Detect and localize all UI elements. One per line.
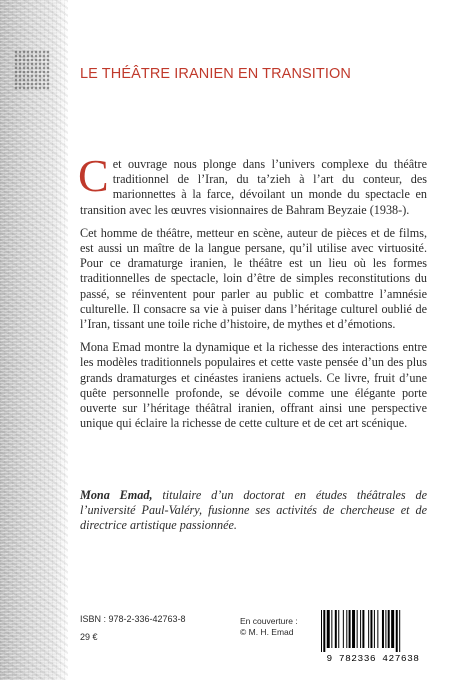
texture-grain	[0, 0, 68, 680]
author-bio-text: titulaire d’un doctorat en études théâtrales de l’université Paul-Valéry, fusionne ses activités de chercheuse et de directrice artistique passionnée.	[80, 488, 427, 533]
barcode-bar	[362, 610, 364, 648]
barcode-bar	[338, 610, 339, 648]
barcode-bar	[370, 610, 372, 648]
author-name: Mona Emad,	[80, 488, 153, 502]
barcode-bar	[349, 610, 351, 648]
summary-paragraph-1	[78, 150, 427, 218]
back-cover-summary	[78, 150, 427, 439]
barcode-bar	[377, 610, 378, 648]
barcode-bar	[323, 610, 325, 652]
barcode-bar	[399, 610, 400, 652]
barcode-bar	[331, 610, 332, 648]
cover-credit	[240, 616, 298, 638]
texture-dot-pattern	[14, 50, 50, 90]
barcode-bar	[343, 610, 344, 648]
barcode-bar	[327, 610, 330, 648]
barcode-bar	[357, 610, 358, 648]
book-title: LE THÉÂTRE IRANIEN EN TRANSITION	[80, 66, 351, 82]
barcode-bar	[388, 610, 390, 648]
barcode-bar	[321, 610, 322, 652]
price: 29 €	[80, 632, 98, 642]
barcode-bar	[374, 610, 375, 648]
barcode	[315, 608, 431, 664]
barcode-bar	[391, 610, 394, 648]
barcode-bar	[346, 610, 347, 648]
cover-credit-author: © M. H. Emad	[240, 627, 294, 637]
author-bio	[80, 488, 427, 534]
cover-credit-label: En couverture :	[240, 616, 298, 626]
cover-texture-band	[0, 0, 68, 680]
barcode-bar	[382, 610, 384, 648]
barcode-bar	[360, 610, 361, 648]
barcode-bar	[368, 610, 369, 648]
summary-paragraph-2: Cet homme de théâtre, metteur en scène, auteur de pièces et de films, est aussi un maître de la langue persane, qu’il utilise avec virtuosité. Pour ce dramaturge iranien, le théâtre est un lieu où les formes traditionnelles de spectacle, loin d’être de simples reconstitutions du passé, se réinventent pour parler au public et combattre l’amnésie culturelle. Il consacre sa vie à puiser dans l’héritage culturel oublié de l’Iran, tissant une toile riche d’histoire, de mythes et d’émotions.	[80, 225, 427, 332]
drop-cap: C	[78, 150, 109, 201]
barcode-number: 9 782336 427638	[326, 653, 420, 664]
barcode-bar	[335, 610, 337, 648]
barcode-bar	[396, 610, 398, 652]
isbn: ISBN : 978-2-336-42763-8	[80, 614, 186, 624]
paragraph-1-text: et ouvrage nous plonge dans l’univers complexe du théâtre traditionnel de l’Iran, du ta’zieh à l’art du conteur, des marionnettes à la farce, dévoilant un monde du spectacle en transition avec les œuvres visionnaires de Bahram Beyzaie (1938-).	[80, 157, 427, 217]
barcode-bar	[385, 610, 386, 648]
summary-paragraph-3: Mona Emad montre la dynamique et la richesse des interactions entre les modèles traditionnels populaires et cette vaste pensée d’un des plus grands dramaturges et cinéastes iraniens actuels. Ce livre, fruit d’une quête personnelle profonde, se dévoile comme une élégante porte ouverte sur l’héritage théâtral iranien, offrant ainsi une perspective unique qui éclaire la richesse de cette culture et de cet art scénique.	[80, 340, 427, 431]
barcode-bar	[352, 610, 355, 648]
barcode-bars	[315, 608, 431, 652]
